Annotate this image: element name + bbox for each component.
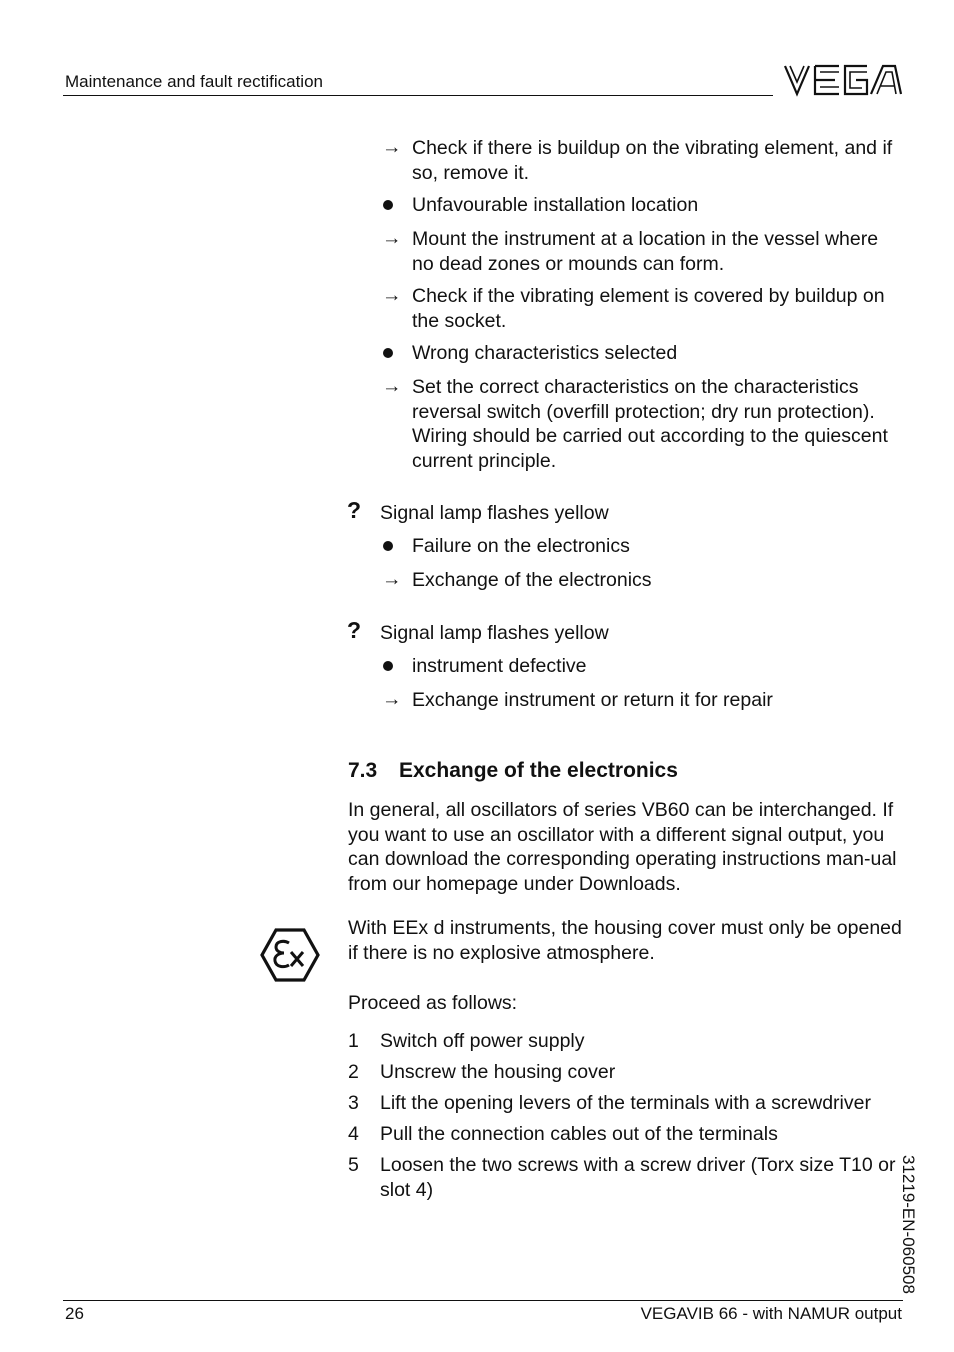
bullet-icon xyxy=(383,661,393,671)
step-number: 2 xyxy=(348,1061,359,1083)
right-arrow-icon: → xyxy=(382,136,402,158)
question-mark-icon: ? xyxy=(347,617,362,643)
right-arrow-icon: → xyxy=(382,568,402,590)
step-number: 4 xyxy=(348,1123,359,1145)
bullet-icon xyxy=(383,200,393,210)
right-arrow-icon: → xyxy=(382,284,402,306)
step-number: 5 xyxy=(348,1154,359,1176)
running-header: Maintenance and fault rectification xyxy=(65,72,323,91)
section-heading xyxy=(348,758,678,784)
right-arrow-icon: → xyxy=(382,688,402,710)
fault-question: Signal lamp flashes yellow xyxy=(380,622,609,644)
footer-title: VEGAVIB 66 - with NAMUR output xyxy=(640,1304,902,1323)
right-arrow-icon: → xyxy=(382,227,402,249)
cause-item: instrument defective xyxy=(412,655,587,677)
step-text: Lift the opening levers of the terminals with a screwdriver xyxy=(380,1092,871,1114)
fault-question: Signal lamp flashes yellow xyxy=(380,502,609,524)
remedy-item: Mount the instrument at a location in the vessel where no dead zones or mounds can form. xyxy=(412,228,879,275)
explosion-protection-ex-icon xyxy=(260,928,320,982)
section-intro: In general, all oscillators of series VB60 can be interchanged. If you want to use an oscillator with a different signal output, you can download the corresponding operating instructions man-ual from our homepage under Downloads. xyxy=(348,799,897,895)
step-text: Pull the connection cables out of the terminals xyxy=(380,1123,778,1145)
step-text: Switch off power supply xyxy=(380,1030,585,1052)
question-mark-icon: ? xyxy=(347,497,362,523)
section-title: Exchange of the electronics xyxy=(399,759,678,782)
step-number: 1 xyxy=(348,1030,359,1052)
bullet-icon xyxy=(383,348,393,358)
section-number: 7.3 xyxy=(348,759,378,782)
remedy-item: Check if there is buildup on the vibrating element, and if so, remove it. xyxy=(412,137,893,184)
document-code: 31219-EN-060508 xyxy=(899,1155,918,1294)
step-number: 3 xyxy=(348,1092,359,1114)
cause-item: Wrong characteristics selected xyxy=(412,342,678,364)
remedy-item: Exchange instrument or return it for repair xyxy=(412,689,773,711)
header-rule xyxy=(63,95,773,96)
step-text: Unscrew the housing cover xyxy=(380,1061,616,1083)
right-arrow-icon: → xyxy=(382,375,402,397)
footer-rule xyxy=(63,1300,903,1301)
remedy-item: Check if the vibrating element is covered by buildup on the socket. xyxy=(412,285,885,332)
bullet-icon xyxy=(383,541,393,551)
cause-item: Unfavourable installation location xyxy=(412,194,699,216)
page-number: 26 xyxy=(65,1304,84,1323)
step-text: Loosen the two screws with a screw driver (Torx size T10 or slot 4) xyxy=(380,1154,896,1201)
vega-logo xyxy=(783,62,903,98)
remedy-item: Exchange of the electronics xyxy=(412,569,652,591)
ex-note: With EEx d instruments, the housing cover must only be opened if there is no explosive atmosphere. xyxy=(348,917,902,964)
cause-item: Failure on the electronics xyxy=(412,535,630,557)
remedy-item: Set the correct characteristics on the characteristics reversal switch (overfill protection; dry run protection). Wiring should be carried out according to the quiescent current principle. xyxy=(412,376,888,472)
proceed-text: Proceed as follows: xyxy=(348,992,518,1014)
